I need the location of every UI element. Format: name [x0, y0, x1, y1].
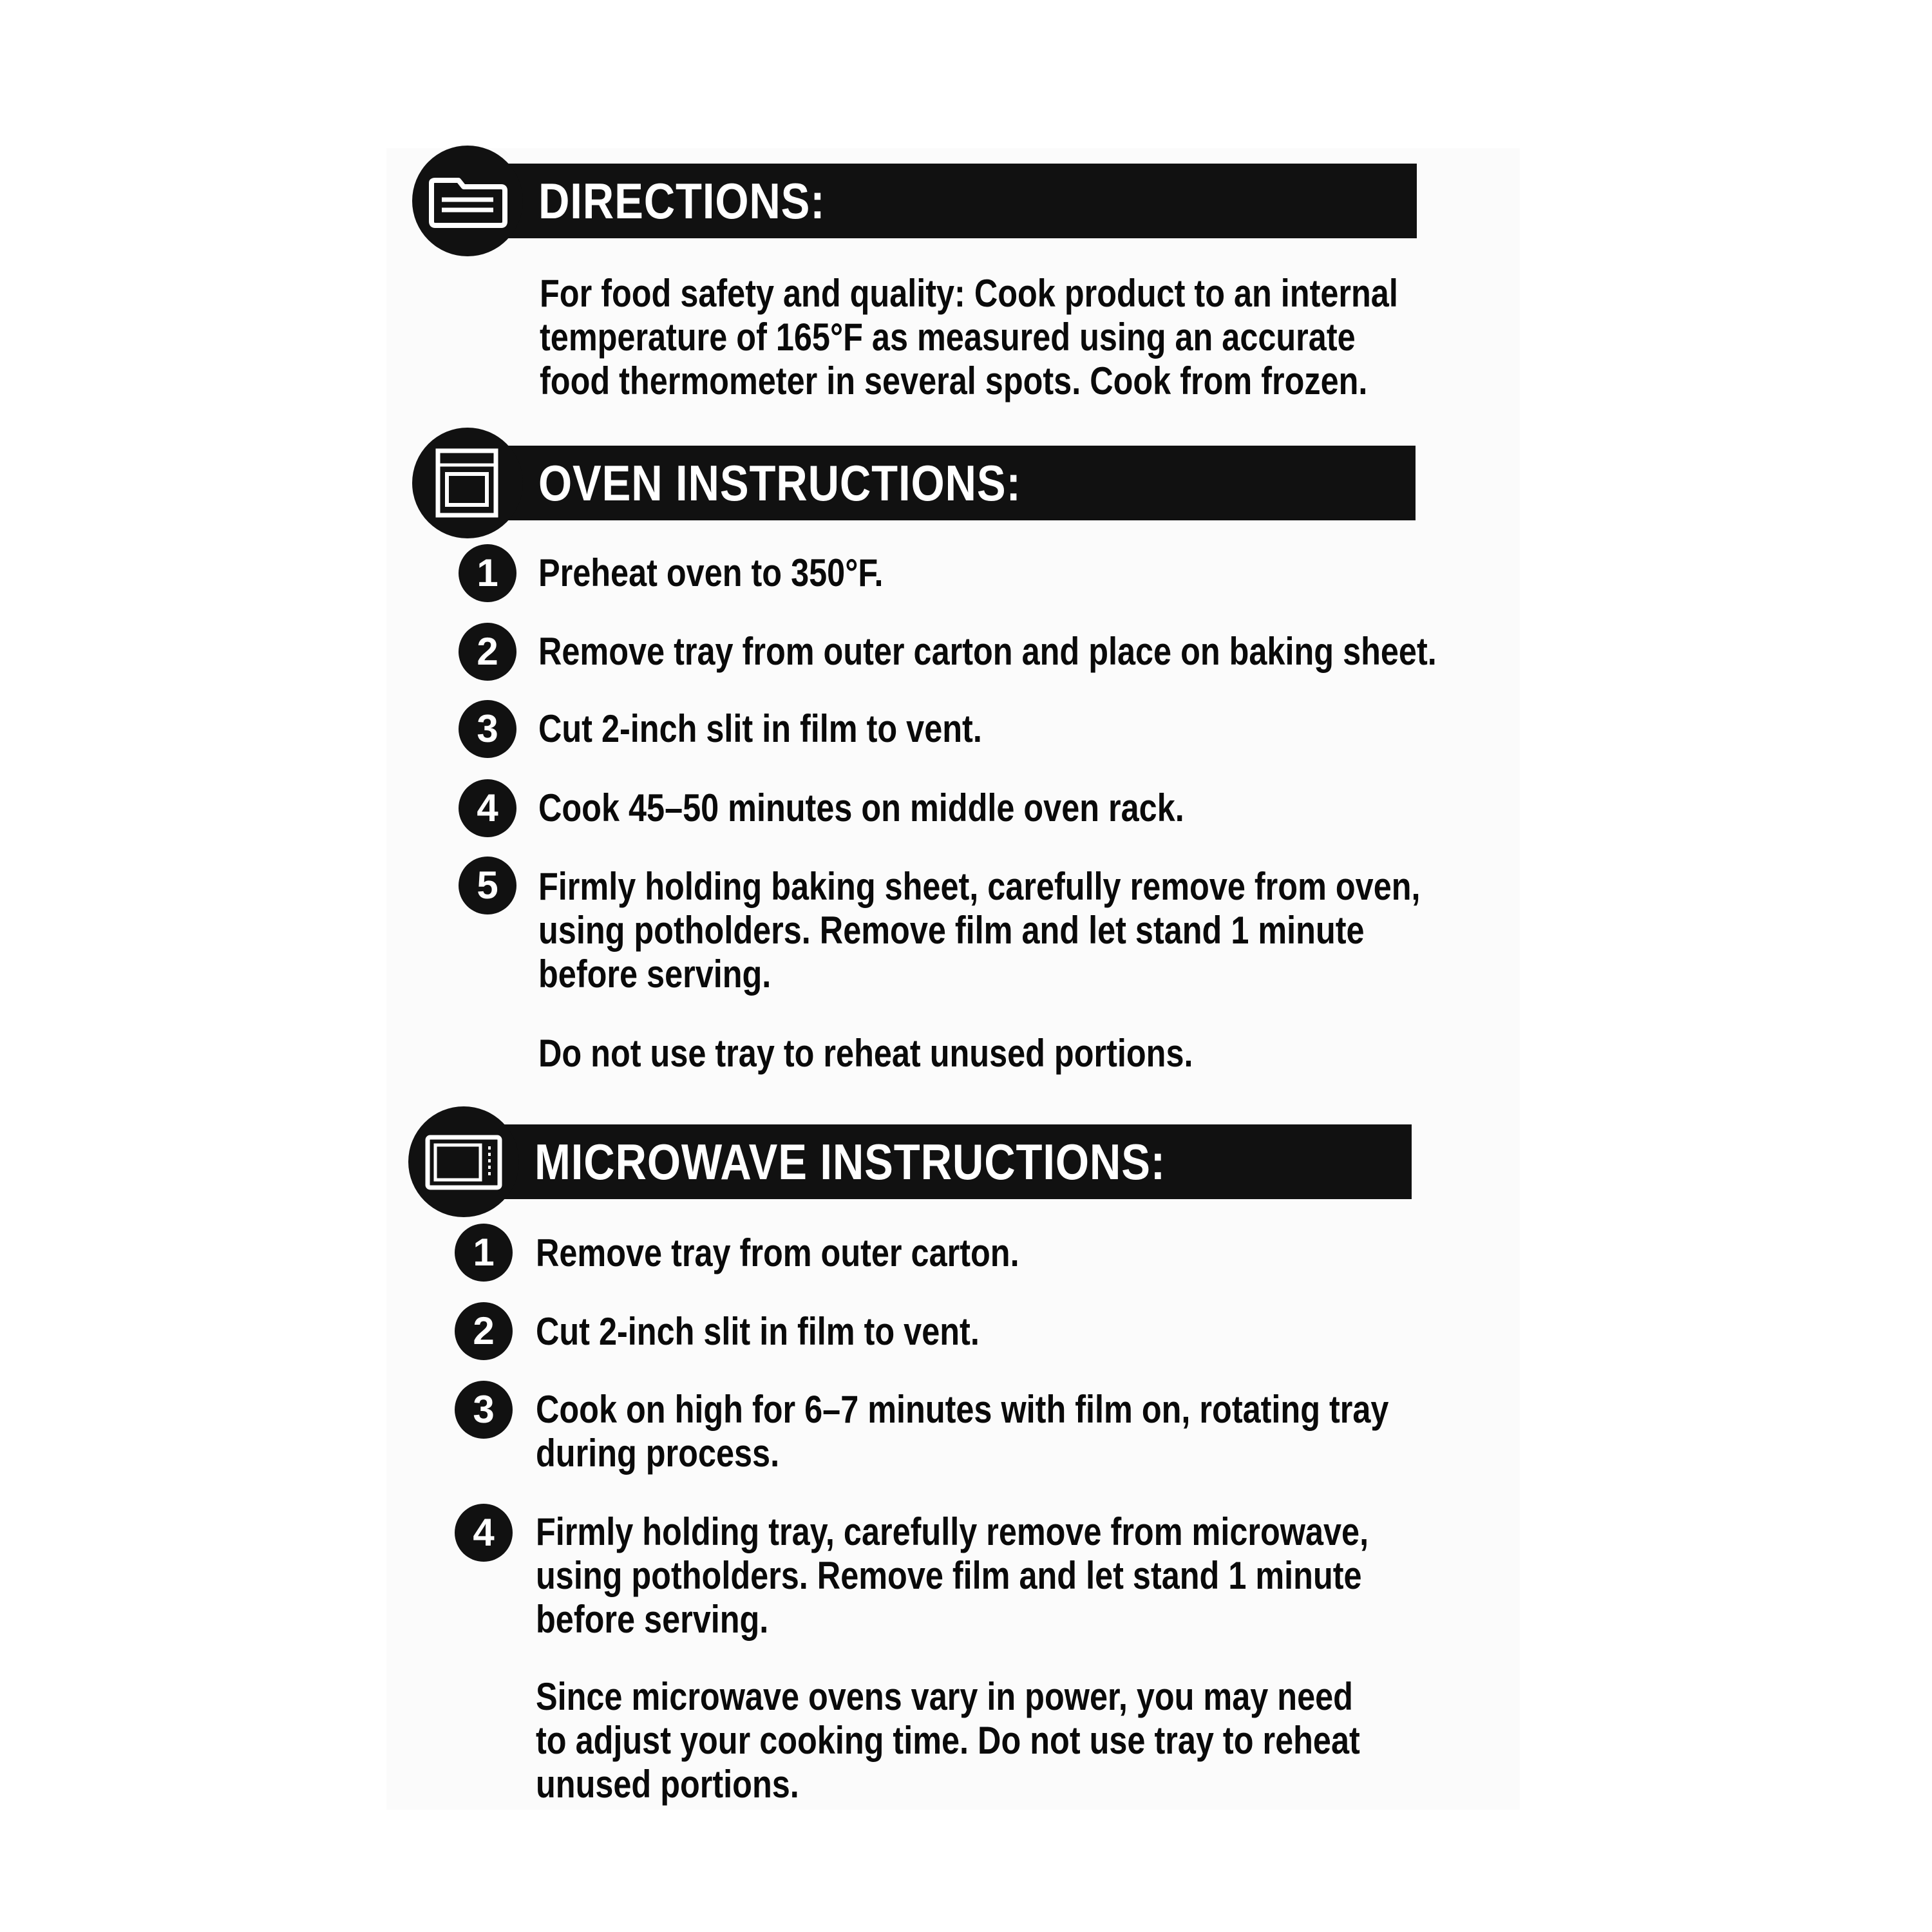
oven-step-4-badge: 4 — [459, 779, 516, 837]
microwave-note-line-3: unused portions. — [536, 1763, 799, 1806]
oven-icon — [412, 428, 523, 538]
oven-step-3-badge: 3 — [459, 700, 516, 758]
microwave-step-2-badge: 2 — [455, 1302, 513, 1360]
microwave-step-4-line-3: before serving. — [536, 1598, 769, 1641]
oven-step-5-line-1: Firmly holding baking sheet, carefully remove from oven, — [538, 865, 1421, 908]
microwave-header — [408, 1124, 1413, 1199]
microwave-step-3-line-2: during process. — [536, 1432, 780, 1475]
oven-step-5-line-3: before serving. — [538, 952, 772, 996]
microwave-step-2-text: Cut 2-inch slit in film to vent. — [536, 1310, 980, 1353]
microwave-step-1-text: Remove tray from outer carton. — [536, 1231, 1019, 1274]
microwave-step-4-line-2: using potholders. Remove film and let stand 1 minute — [536, 1554, 1362, 1597]
oven-step-5-line-2: using potholders. Remove film and let stand 1 minute — [538, 909, 1365, 952]
directions-line-3: food thermometer in several spots. Cook from frozen. — [540, 359, 1368, 402]
microwave-step-3-line-1: Cook on high for 6–7 minutes with film on, rotating tray — [536, 1388, 1389, 1431]
microwave-icon — [408, 1106, 519, 1217]
directions-line-1: For food safety and quality: Cook product to an internal — [540, 272, 1398, 315]
oven-step-2-text: Remove tray from outer carton and place on baking sheet. — [538, 630, 1437, 673]
microwave-step-3-badge: 3 — [455, 1381, 513, 1439]
oven-step-3-text: Cut 2-inch slit in film to vent. — [538, 707, 982, 750]
oven-header — [412, 446, 1417, 520]
oven-step-5-badge: 5 — [459, 857, 516, 914]
microwave-step-4-line-1: Firmly holding tray, carefully remove from microwave, — [536, 1510, 1369, 1553]
oven-step-2-badge: 2 — [459, 623, 516, 681]
directions-line-2: temperature of 165°F as measured using an accurate — [540, 316, 1356, 359]
oven-step-1-badge: 1 — [459, 544, 516, 602]
directions-title: DIRECTIONS: — [538, 173, 826, 229]
microwave-step-1-badge: 1 — [455, 1224, 513, 1282]
microwave-note-line-1: Since microwave ovens vary in power, you may need — [536, 1675, 1353, 1718]
microwave-title: MICROWAVE INSTRUCTIONS: — [535, 1133, 1166, 1190]
oven-step-4-text: Cook 45–50 minutes on middle oven rack. — [538, 786, 1184, 829]
document-tray-icon — [412, 146, 523, 256]
oven-note: Do not use tray to reheat unused portions. — [538, 1032, 1193, 1075]
microwave-note-line-2: to adjust your cooking time. Do not use tray to reheat — [536, 1719, 1360, 1762]
oven-title: OVEN INSTRUCTIONS: — [538, 455, 1021, 511]
microwave-step-4-badge: 4 — [455, 1504, 513, 1562]
oven-step-1-text: Preheat oven to 350°F. — [538, 551, 884, 594]
directions-header — [412, 164, 1417, 238]
